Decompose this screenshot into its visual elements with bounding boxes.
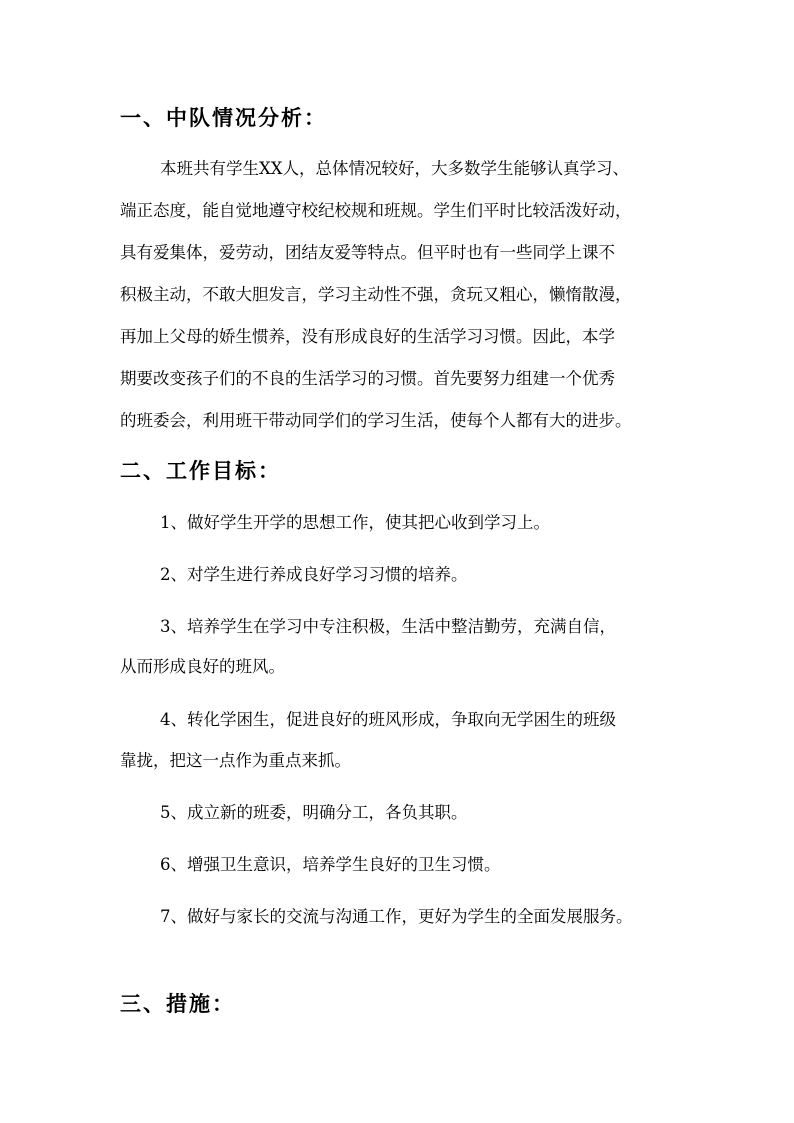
goal-item-6: 6、增强卫生意识，培养学生良好的卫生习惯。 <box>160 855 501 874</box>
paragraph-line: 端正态度，能自觉地遵守校纪校规和班规。学生们平时比较活泼好动， <box>120 201 632 220</box>
goal-item-2: 2、对学生进行养成良好学习习惯的培养。 <box>160 565 468 584</box>
paragraph-line: 积极主动，不敢大胆发言，学习主动性不强，贪玩又粗心，懒惰散漫， <box>120 285 632 304</box>
paragraph-line: 的班委会，利用班干带动同学们的学习生活，使每个人都有大的进步。 <box>120 411 632 430</box>
section-heading-analysis: 一、中队情况分析： <box>120 106 327 130</box>
paragraph-line: 再加上父母的娇生惯养，没有形成良好的生活学习习惯。因此，本学 <box>120 327 615 346</box>
paragraph-line: 具有爱集体，爱劳动，团结友爱等特点。但平时也有一些同学上课不 <box>120 243 615 262</box>
goal-item-3-continued: 从而形成良好的班风。 <box>120 657 285 676</box>
goal-item-3: 3、培养学生在学习中专注积极，生活中整洁勤劳，充满自信， <box>160 617 616 636</box>
goal-item-4-continued: 靠拢，把这一点作为重点来抓。 <box>120 751 351 770</box>
goal-item-7: 7、做好与家长的交流与沟通工作，更好为学生的全面发展服务。 <box>160 907 633 926</box>
section-heading-goals: 二、工作目标： <box>120 459 281 483</box>
paragraph-line: 期要改变孩子们的不良的生活学习的习惯。首先要努力组建一个优秀 <box>120 369 615 388</box>
goal-item-1: 1、做好学生开学的思想工作，使其把心收到学习上。 <box>160 513 550 532</box>
paragraph-line: 本班共有学生XX人，总体情况较好，大多数学生能够认真学习、 <box>160 159 629 178</box>
goal-item-5: 5、成立新的班委，明确分工，各负其职。 <box>160 803 468 822</box>
goal-item-4: 4、转化学困生，促进良好的班风形成，争取向无学困生的班级 <box>160 710 616 729</box>
section-heading-measures: 三、措施： <box>120 992 235 1016</box>
